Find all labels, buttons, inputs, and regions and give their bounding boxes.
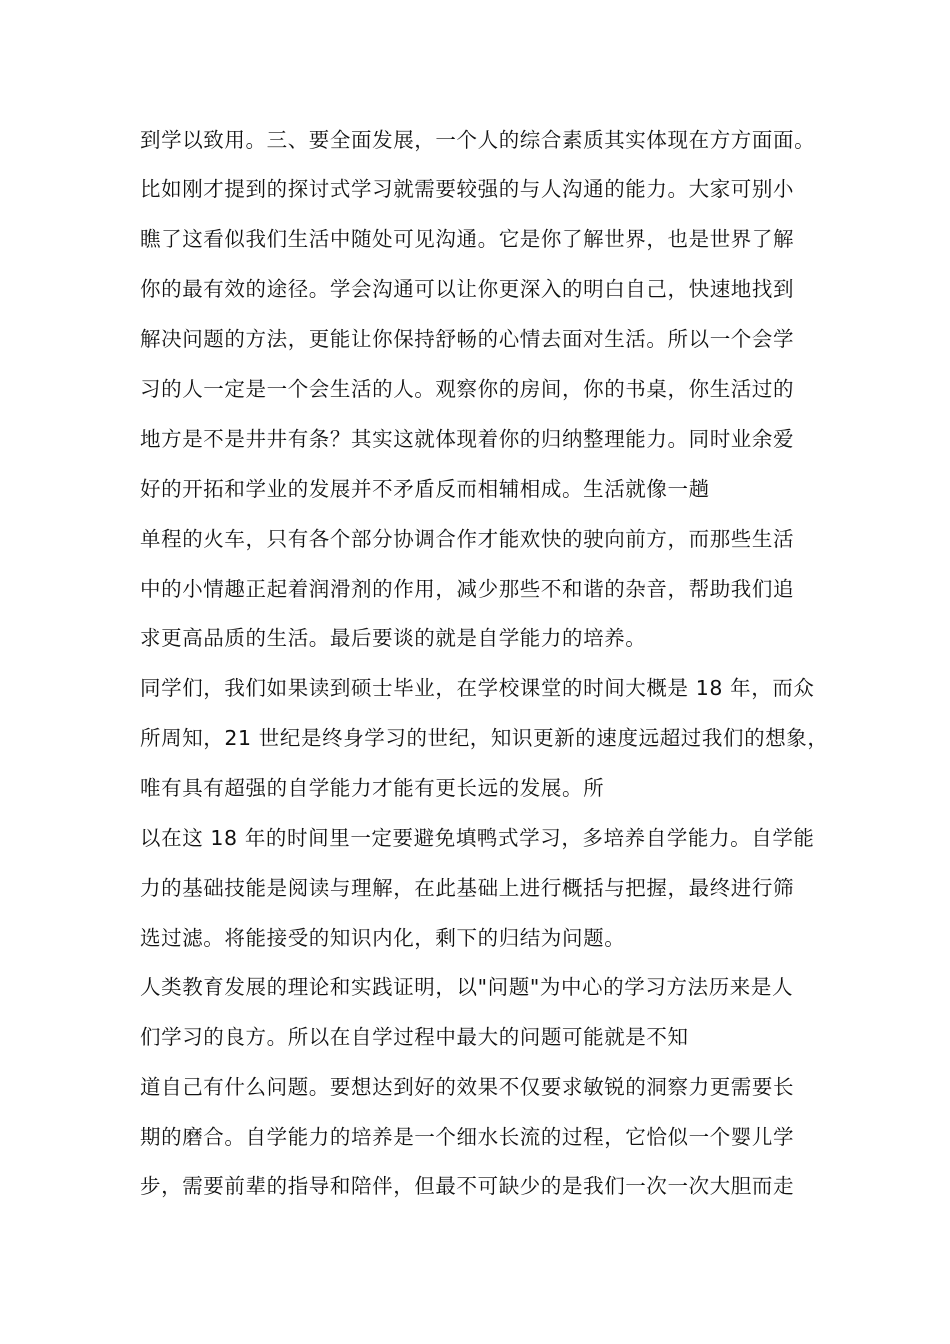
text-line: 中的小情趣正起着润滑剂的作用，减少那些不和谐的杂音，帮助我们追	[140, 577, 795, 601]
text-line: 求更高品质的生活。最后要谈的就是自学能力的培养。	[140, 626, 647, 650]
text-line: 所周知，21 世纪是终身学习的世纪，知识更新的速度远超过我们的想象，	[140, 726, 829, 750]
text-line: 期的磨合。自学能力的培养是一个细水长流的过程，它恰似一个婴儿学	[140, 1125, 795, 1149]
text-line: 习的人一定是一个会生活的人。观察你的房间，你的书桌，你生活过的	[140, 377, 795, 401]
text-line: 力的基础技能是阅读与理解，在此基础上进行概括与把握，最终进行筛	[140, 876, 795, 900]
text-line: 解决问题的方法，更能让你保持舒畅的心情去面对生活。所以一个会学	[140, 327, 795, 351]
text-line: 人类教育发展的理论和实践证明，以"问题"为中心的学习方法历来是人	[140, 975, 794, 999]
text-line: 到学以致用。三、要全面发展，一个人的综合素质其实体现在方方面面。	[140, 128, 816, 152]
text-line: 好的开拓和学业的发展并不矛盾反而相辅相成。生活就像一趟	[140, 477, 710, 501]
text-line: 你的最有效的途径。学会沟通可以让你更深入的明白自己，快速地找到	[140, 277, 795, 301]
text-line: 选过滤。将能接受的知识内化，剩下的归结为问题。	[140, 926, 626, 950]
text-line: 唯有具有超强的自学能力才能有更长远的发展。所	[140, 776, 605, 800]
text-line: 们学习的良方。所以在自学过程中最大的问题可能就是不知	[140, 1025, 689, 1049]
text-line: 瞧了这看似我们生活中随处可见沟通。它是你了解世界，也是世界了解	[140, 227, 795, 251]
text-line: 道自己有什么问题。要想达到好的效果不仅要求敏锐的洞察力更需要长	[140, 1075, 795, 1099]
text-line: 比如刚才提到的探讨式学习就需要较强的与人沟通的能力。大家可别小	[140, 177, 795, 201]
text-line: 单程的火车，只有各个部分协调合作才能欢快的驶向前方，而那些生活	[140, 527, 795, 551]
text-line: 地方是不是井井有条？其实这就体现着你的归纳整理能力。同时业余爱	[140, 427, 795, 451]
text-line: 以在这 18 年的时间里一定要避免填鸭式学习，多培养自学能力。自学能	[140, 826, 815, 850]
text-line: 步，需要前辈的指导和陪伴，但最不可缺少的是我们一次一次大胆而走	[140, 1174, 795, 1198]
text-line: 同学们，我们如果读到硕士毕业，在学校课堂的时间大概是 18 年，而众	[140, 676, 815, 700]
